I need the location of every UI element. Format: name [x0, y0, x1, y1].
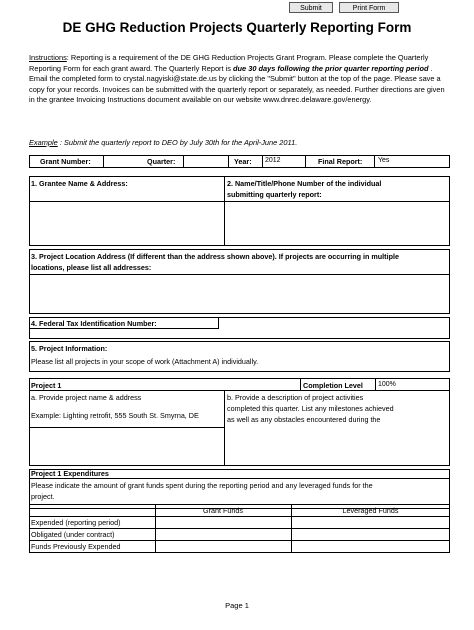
row-previously-expended-label: Funds Previously Expended	[31, 542, 121, 551]
section-3-label-line-2: locations, please list all addresses:	[31, 263, 152, 272]
instructions-end: .	[428, 63, 433, 73]
obligated-grant-field[interactable]	[157, 530, 289, 539]
instructions-label: Instructions	[29, 53, 67, 62]
row-expended-label: Expended (reporting period)	[31, 518, 121, 527]
final-report-label: Final Report:	[318, 157, 363, 166]
project-a-label: a. Provide project name & address	[31, 393, 142, 402]
completion-level-field[interactable]: 100%	[378, 381, 396, 388]
page-number: Page 1	[225, 601, 249, 610]
quarter-field[interactable]	[185, 157, 226, 166]
section-3-label-line-1: 3. Project Location Address (If different than the address shown above). If projects are occurring in multiple	[31, 252, 399, 261]
year-field[interactable]: 2012	[265, 157, 281, 164]
project-b-line-3: as well as any obstacles encountered during the	[227, 415, 381, 424]
leveraged-funds-header: Leveraged Funds	[342, 506, 399, 515]
completion-level-label: Completion Level	[303, 381, 363, 390]
example-text: : Submit the quarterly report to DEO by July 30th for the April-June 2011.	[57, 138, 298, 147]
project-b-line-1: b. Provide a description of project activities	[227, 393, 364, 402]
section-4-label: 4. Federal Tax Identification Number:	[31, 319, 157, 328]
instructions-text: : Reporting is a requirement of the DE GHG Reduction Projects Grant Program. Please complete the Quarterly Reporting Form for each grant award. The Quarterly Report is	[29, 53, 429, 73]
example-line	[29, 138, 297, 147]
section-5-text: Please list all projects in your scope of work (Attachment A) individually.	[31, 357, 259, 366]
submit-button[interactable]: Submit	[289, 2, 333, 13]
expenditures-desc-line-2: project.	[31, 492, 55, 501]
obligated-leveraged-field[interactable]	[293, 530, 448, 539]
expenditures-desc-line-1: Please indicate the amount of grant funds spent during the reporting period and any leveraged funds for the	[31, 481, 373, 490]
instructions-paragraph-2: Email the completed form to crystal.nagyiski@state.de.us by clicking the "Submit" button at the top of the page. Please save a copy for your records. Invoices can be submitted with the quarterly report or separately, as needed. Further directions are given in the grantee Invoicing Instructions document available on our website www.dnrec.delaware.gov/energy.	[29, 74, 445, 105]
instructions-block	[29, 53, 449, 106]
instructions-paragraph-1	[29, 53, 449, 74]
section-1-label: 1. Grantee Name & Address:	[31, 179, 128, 188]
tax-id-field[interactable]	[220, 319, 448, 327]
submitter-info-field[interactable]	[227, 203, 448, 244]
example-label: Example	[29, 138, 58, 147]
grantee-name-address-field[interactable]	[31, 203, 222, 244]
year-label: Year:	[234, 157, 252, 166]
expended-grant-field[interactable]	[157, 518, 289, 527]
previous-grant-field[interactable]	[157, 542, 289, 551]
project-1-label: Project 1	[31, 381, 62, 390]
project-description-field[interactable]	[227, 428, 448, 464]
previous-leveraged-field[interactable]	[293, 542, 448, 551]
section-2-label-line-1: 2. Name/Title/Phone Number of the individual	[227, 179, 382, 188]
project-b-line-2: completed this quarter. List any milestones achieved	[227, 404, 394, 413]
grant-number-label: Grant Number:	[40, 157, 91, 166]
expended-leveraged-field[interactable]	[293, 518, 448, 527]
expenditures-title: Project 1 Expenditures	[31, 469, 109, 478]
final-report-field[interactable]: Yes	[378, 157, 390, 164]
row-obligated-label: Obligated (under contract)	[31, 530, 115, 539]
instructions-deadline: due 30 days following the prior quarter reporting period	[233, 63, 429, 73]
project-name-address-field[interactable]	[31, 429, 222, 464]
project-a-example: Example: Lighting retrofit, 555 South St. Smyrna, DE	[31, 411, 199, 420]
project-location-field[interactable]	[31, 276, 448, 312]
print-form-button[interactable]: Print Form	[339, 2, 399, 13]
section-5-label: 5. Project Information:	[31, 344, 108, 353]
quarter-label: Quarter:	[147, 157, 176, 166]
section-2-label-line-2: submitting quarterly report:	[227, 190, 322, 199]
grant-funds-header: Grant Funds	[203, 506, 243, 515]
page-title: DE GHG Reduction Projects Quarterly Reporting Form	[62, 20, 412, 35]
